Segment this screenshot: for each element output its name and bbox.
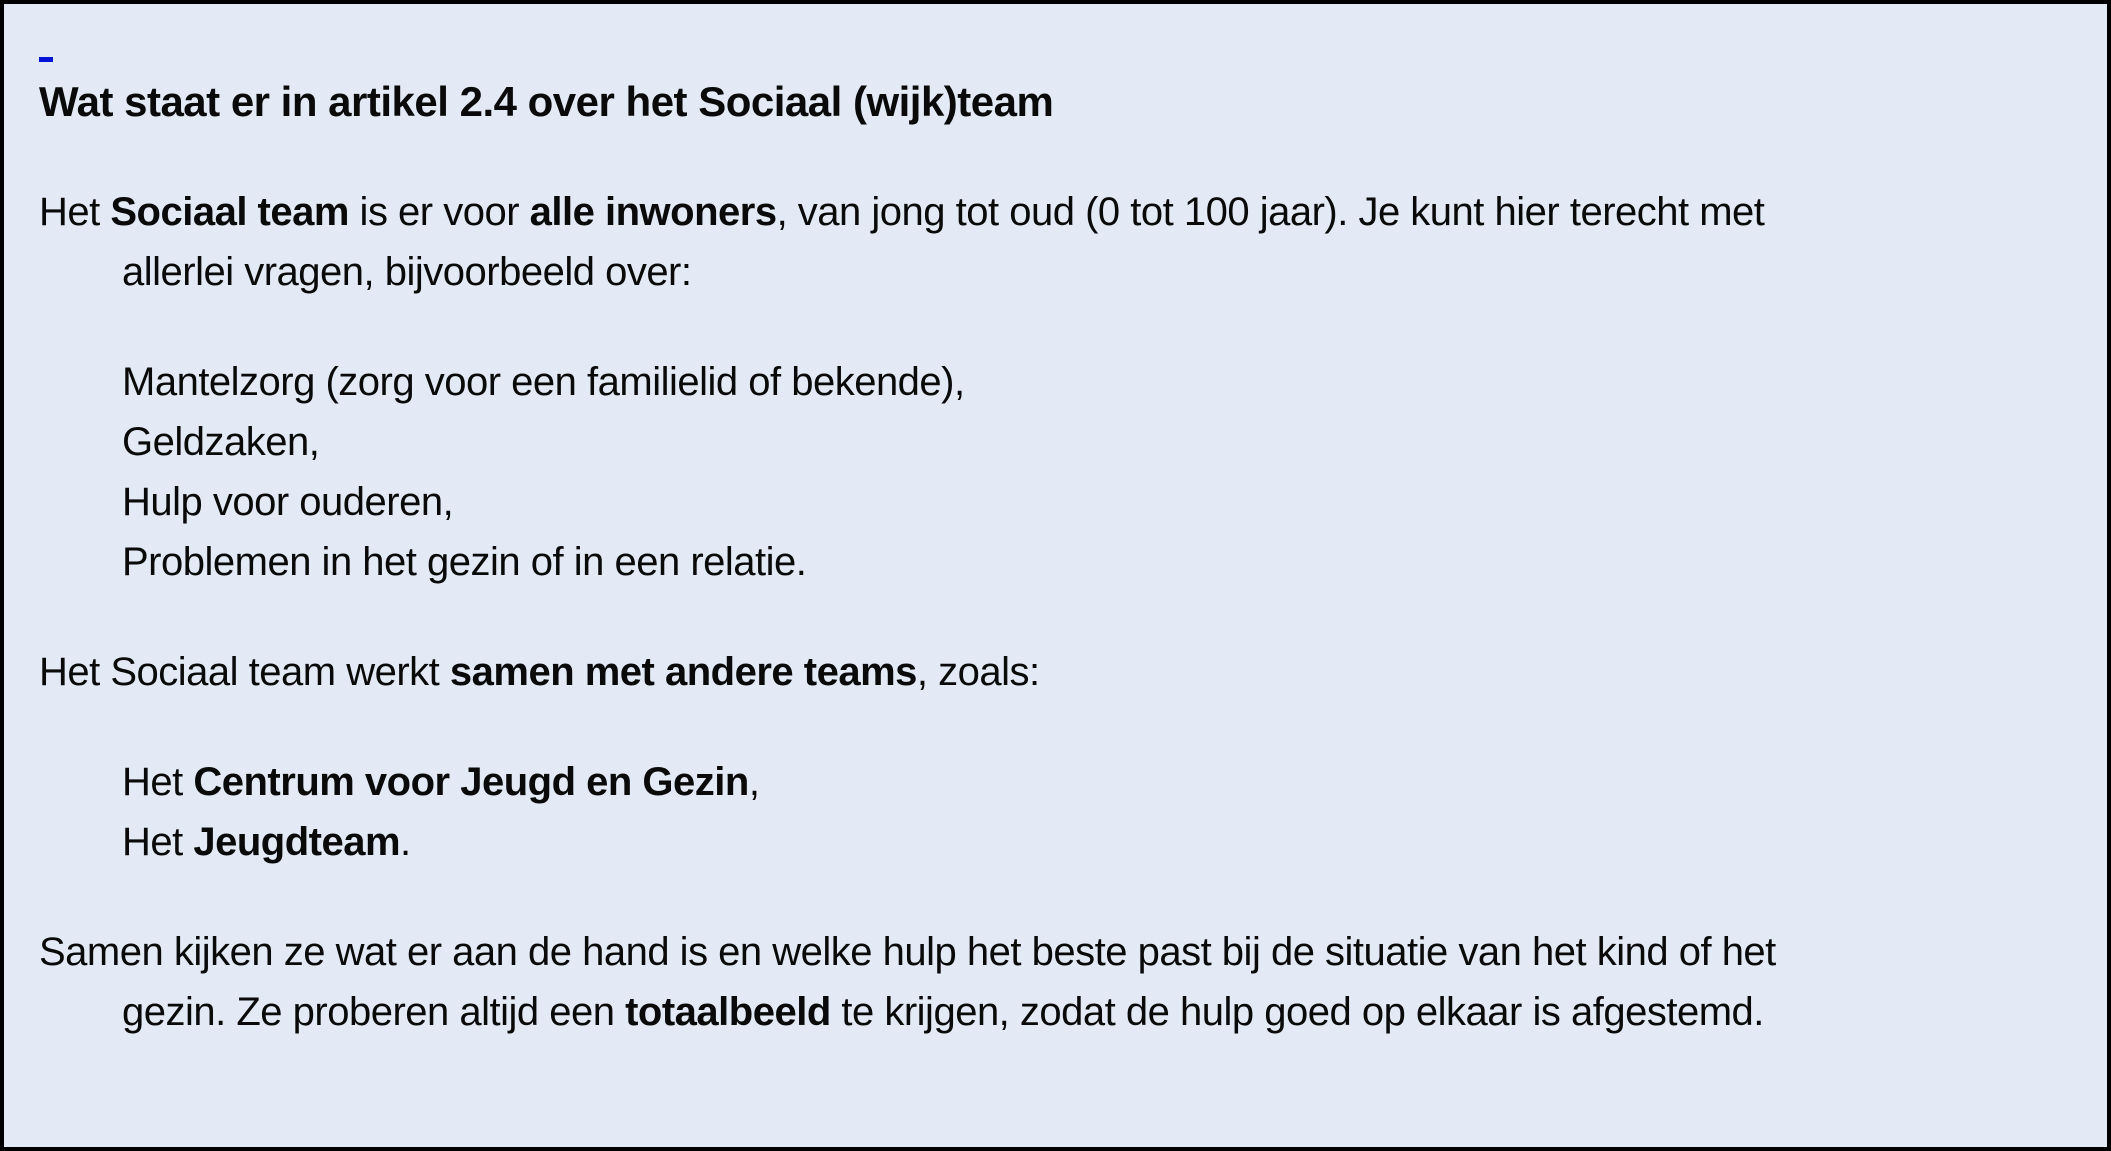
collaboration-paragraph bbox=[39, 642, 2072, 702]
text-line bbox=[39, 922, 2072, 982]
topics-list bbox=[39, 352, 2072, 592]
text-segment: . bbox=[400, 820, 411, 864]
bold-text-segment: alle inwoners bbox=[529, 190, 777, 234]
anchor-line bbox=[39, 46, 2072, 72]
text-segment: Het bbox=[122, 760, 194, 804]
text-segment: Het Sociaal team werkt bbox=[39, 650, 450, 694]
text-line bbox=[39, 532, 2072, 592]
text-line bbox=[39, 752, 2072, 812]
text-segment: , van jong tot oud (0 tot 100 jaar). Je kunt hier terecht met bbox=[776, 190, 1765, 234]
text-segment: , zoals: bbox=[916, 650, 1040, 694]
bold-text-segment: Centrum voor Jeugd en Gezin bbox=[193, 760, 749, 804]
text-line bbox=[39, 982, 2072, 1042]
teams-list bbox=[39, 752, 2072, 872]
text-segment: , bbox=[748, 760, 760, 804]
text-line bbox=[39, 182, 2072, 242]
document-body bbox=[39, 182, 2072, 1042]
text-line bbox=[39, 352, 2072, 412]
text-segment: Mantelzorg (zorg voor een familielid of bekende), bbox=[122, 360, 965, 404]
bold-text-segment: totaalbeeld bbox=[625, 990, 831, 1034]
text-line bbox=[39, 812, 2072, 872]
text-segment: Het bbox=[122, 820, 194, 864]
dash-marker-icon bbox=[39, 57, 53, 62]
text-segment: te krijgen, zodat de hulp goed op elkaar is afgestemd. bbox=[830, 990, 1764, 1034]
text-line bbox=[39, 642, 2072, 702]
text-line bbox=[39, 412, 2072, 472]
bold-text-segment: Jeugdteam bbox=[193, 820, 401, 864]
text-segment: Samen kijken ze wat er aan de hand is en welke hulp het beste past bij de situatie van het kind of het bbox=[39, 930, 1776, 974]
closing-paragraph bbox=[39, 922, 2072, 1042]
text-segment: Het bbox=[39, 190, 111, 234]
text-line bbox=[39, 242, 2072, 302]
text-segment: Hulp voor ouderen, bbox=[122, 480, 454, 524]
text-line bbox=[39, 472, 2072, 532]
text-segment: gezin. Ze proberen altijd een bbox=[122, 990, 626, 1034]
bold-text-segment: samen met andere teams bbox=[449, 650, 917, 694]
bold-text-segment: Sociaal team bbox=[110, 190, 349, 234]
text-segment: is er voor bbox=[348, 190, 530, 234]
intro-paragraph bbox=[39, 182, 2072, 302]
text-segment: Problemen in het gezin of in een relatie. bbox=[122, 540, 807, 584]
text-segment: allerlei vragen, bijvoorbeeld over: bbox=[122, 250, 692, 294]
page-title: Wat staat er in artikel 2.4 over het Sociaal (wijk)team bbox=[39, 78, 1054, 125]
text-segment: Geldzaken, bbox=[122, 420, 320, 464]
